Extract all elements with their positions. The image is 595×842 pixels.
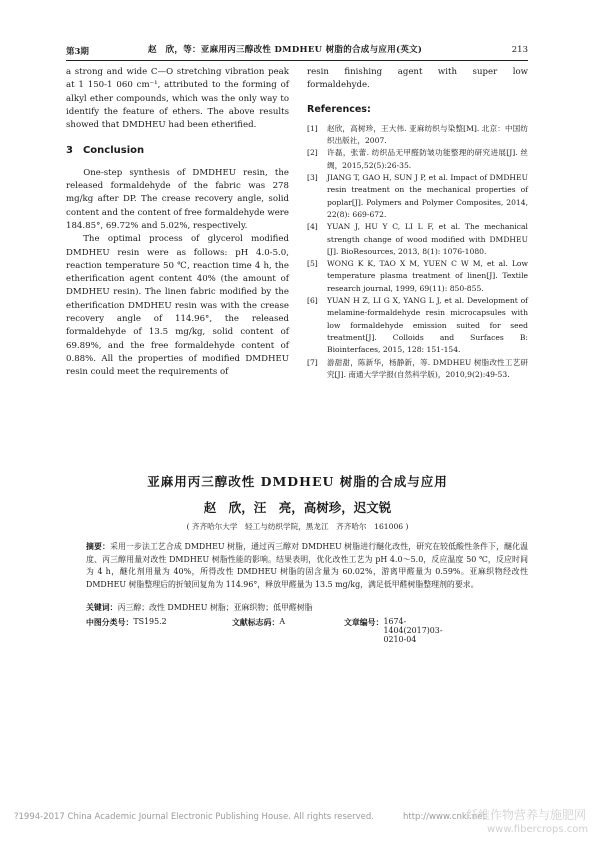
chinese-abstract — [86, 541, 528, 591]
watermark-text: 纤维作物营养与施肥网 — [466, 808, 587, 822]
copyright-footer: ?1994-2017 China Academic Journal Electronic Publishing House. All rights reserved. — [14, 812, 374, 822]
doc-code-label: 文献标志码： — [232, 618, 280, 627]
paragraph-continued: a strong and wide C—O stretching vibration peak at 1 150-1 060 cm⁻¹, attributed to the forming of alkyl ether compounds, which was the only way to identify the feature of ethers. The above results showed that DMDHEU had been etherified. — [66, 67, 289, 131]
header-rule — [66, 60, 528, 61]
reference-item: [4] YUAN J, HU Y C, LI L F, et al. The mechanical strength change of wood modified with DMDHEU [J]. BioResources, 2013, 8(1): 1076-1080. — [307, 222, 528, 256]
left-column — [66, 66, 289, 380]
reference-item: [7] 游甜甜，陈新华，杨静新，等. DMDHEU 树脂改性工艺研究[J]. 南通大学学报(自然科学版)，2010,9(2):49-53. — [307, 357, 528, 379]
keywords-label: 关键词： — [86, 603, 118, 612]
chinese-affiliation: ( 齐齐哈尔大学 轻工与纺织学院，黑龙江 齐齐哈尔 161006 ) — [186, 522, 409, 531]
keywords-line — [86, 602, 528, 613]
clc-label: 中图分类号： — [86, 618, 134, 627]
watermark-url: www.fibercrops.com — [487, 824, 589, 835]
right-column — [307, 66, 528, 381]
chinese-authors: 赵 欣，汪 亮，高树珍，迟文锐 — [203, 500, 392, 515]
reference-item: [2] 许磊，张蕾. 纺织品无甲醛防皱功能整理的研究进展[J]. 丝绸，2015,52(5):26-35. — [307, 148, 528, 170]
paragraph-end: resin finishing agent with super low formaldehyde. — [307, 67, 528, 91]
issue-number: 第3期 — [66, 47, 89, 57]
chinese-title: 亚麻用丙三醇改性 DMDHEU 树脂的合成与应用 — [147, 474, 448, 489]
doc-code-value: A — [279, 617, 286, 626]
keywords-text: 丙三醇；改性 DMDHEU 树脂；亚麻织物；低甲醛树脂 — [117, 603, 313, 612]
abstract-text: 采用一步法工艺合成 DMDHEU 树脂，通过丙三醇对 DMDHEU 树脂进行醚化改性，研究在较低酸性条件下，醚化温度、丙三醇用量对改性 DMDHEU 树脂性能的影响。结果表明，优化改性工艺为 pH 4.0～5.0，反应温度 50 ℃，反应时间为 4 h，醚化剂用量为 40%，所得改性 DMDHEU 树脂的固含量为 60.02%，游离甲醛量为 0.59%。亚麻织物经改性 DMDHEU 树脂整理后的折皱回复角为 114.96°，释放甲醛量为 13.5 mg/kg，满足低甲醛树脂整理剂的要求。 — [86, 542, 528, 589]
reference-item: [6] YUAN H Z, LI G X, YANG L J, et al. Development of melamine-formaldehyde resin microcapsules with low formaldehyde emission suited for seed treatment[J]. Colloids and Surfaces B: Biointerfaces, 2015, 128: 151-154. — [307, 296, 528, 355]
reference-item: [3] JIANG T, GAO H, SUN J P, et al. Impact of DMDHEU resin treatment on the mechanical properties of poplar[J]. Polymers and Polymer Composites, 2014, 22(8): 669-672. — [307, 173, 528, 219]
reference-item: [5] WONG K K, TAO X M, YUEN C W M, et al. Low temperature plasma treatment of linen[J]. Textile research journal, 1999, 69(11): 850-855. — [307, 259, 528, 293]
section-heading: 3 Conclusion — [66, 145, 145, 157]
conclusion-paragraph-2: The optimal process of glycerol modified DMDHEU resin were as follows: pH 4.0-5.0, reaction temperature 50 ℃, reaction time 4 h, the etherification agent content 40% (the amount of DMDHEU resin). The linen fabric modified by the etherification DMDHEU resin was with the crease recovery angle of 114.96°, the released formaldehyde of 13.5 mg/kg, solid content of 69.89%, and the free formaldehyde content of 0.88%. All the properties of modified DMDHEU resin could meet the requirements of — [66, 234, 289, 378]
article-no-label: 文章编号： — [344, 618, 384, 627]
conclusion-paragraph-1: One-step synthesis of DMDHEU resin, the released formaldehyde of the fabric was 278 mg/kg after DP. The crease recovery angle, solid content and the content of free formaldehyde were 184.85°, 69.72% and 5.02%, respectively. — [66, 167, 289, 231]
reference-item: [1] 赵欣，高树珍，王大伟. 亚麻纺织与染整[M]. 北京：中国纺织出版社，2007. — [307, 123, 528, 146]
site-link[interactable]: http://www.cnki.net — [403, 812, 486, 822]
running-title: 赵 欣，等：亚麻用丙三醇改性 DMDHEU 树脂的合成与应用(英文) — [148, 45, 423, 55]
page-number: 213 — [511, 45, 528, 55]
abstract-label: 摘要： — [86, 542, 110, 551]
classification-line — [86, 617, 528, 644]
article-no-value: 1674-1404(2017)03-0210-04 — [383, 617, 443, 644]
references-heading: References: — [307, 103, 371, 115]
running-header — [66, 43, 528, 57]
clc-value: TS195.2 — [133, 617, 167, 626]
